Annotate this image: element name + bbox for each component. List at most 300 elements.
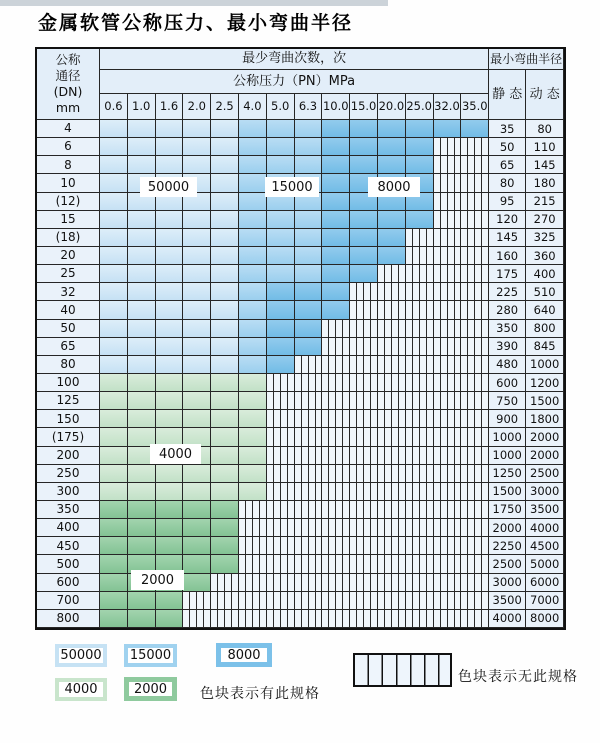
pressure-tick-cell: 20.0 bbox=[378, 94, 406, 120]
dynamic-value-cell: 1800 bbox=[526, 410, 564, 428]
spec-cell bbox=[239, 410, 267, 428]
no-spec-cell bbox=[461, 138, 489, 156]
spec-cell bbox=[100, 465, 128, 483]
dynamic-value-cell: 4500 bbox=[526, 537, 564, 555]
pressure-tick-cell: 2.5 bbox=[211, 94, 239, 120]
no-spec-cell bbox=[461, 193, 489, 211]
no-spec-cell bbox=[406, 356, 434, 374]
spec-cell bbox=[100, 338, 128, 356]
no-spec-cell bbox=[461, 519, 489, 537]
no-spec-cell bbox=[378, 610, 406, 628]
spec-cell bbox=[100, 265, 128, 283]
static-value-cell: 95 bbox=[489, 193, 526, 211]
spec-cell bbox=[156, 338, 184, 356]
no-spec-cell bbox=[239, 574, 267, 592]
dn-cell: 500 bbox=[37, 555, 100, 573]
no-spec-cell bbox=[350, 465, 378, 483]
spec-cell bbox=[267, 301, 295, 319]
static-value-cell: 1500 bbox=[489, 483, 526, 501]
dn-cell: 10 bbox=[37, 174, 100, 192]
spec-cell bbox=[267, 265, 295, 283]
no-spec-cell bbox=[322, 356, 350, 374]
no-spec-cell bbox=[183, 610, 211, 628]
no-spec-cell bbox=[461, 410, 489, 428]
dn-cell: 100 bbox=[37, 374, 100, 392]
static-value-cell: 1250 bbox=[489, 465, 526, 483]
no-spec-cell bbox=[461, 447, 489, 465]
no-spec-cell bbox=[406, 501, 434, 519]
spec-cell bbox=[183, 555, 211, 573]
dn-cell: 25 bbox=[37, 265, 100, 283]
no-spec-cell bbox=[295, 592, 323, 610]
spec-cell bbox=[295, 338, 323, 356]
spec-cell bbox=[239, 283, 267, 301]
spec-cell bbox=[128, 610, 156, 628]
no-spec-cell bbox=[406, 447, 434, 465]
static-value-cell: 1000 bbox=[489, 428, 526, 446]
no-spec-cell bbox=[350, 592, 378, 610]
no-spec-cell bbox=[322, 447, 350, 465]
spec-cell bbox=[100, 392, 128, 410]
spec-cell bbox=[267, 156, 295, 174]
spec-table bbox=[35, 47, 566, 630]
spec-cell bbox=[295, 283, 323, 301]
no-spec-cell bbox=[295, 392, 323, 410]
spec-cell bbox=[239, 338, 267, 356]
pressure-tick-cell: 1.6 bbox=[156, 94, 184, 120]
legend-swatch-15000 bbox=[124, 644, 177, 667]
spec-cell bbox=[156, 211, 184, 229]
spec-cell bbox=[295, 229, 323, 247]
spec-cell bbox=[406, 138, 434, 156]
spec-cell bbox=[128, 592, 156, 610]
dynamic-value-cell: 145 bbox=[526, 156, 564, 174]
spec-cell bbox=[156, 138, 184, 156]
no-spec-cell bbox=[434, 193, 462, 211]
no-spec-cell bbox=[406, 229, 434, 247]
no-spec-cell bbox=[434, 392, 462, 410]
dynamic-value-cell: 1500 bbox=[526, 392, 564, 410]
spec-cell bbox=[183, 465, 211, 483]
no-spec-cell bbox=[350, 320, 378, 338]
spec-cell bbox=[183, 537, 211, 555]
dynamic-value-cell: 1000 bbox=[526, 356, 564, 374]
spec-cell bbox=[295, 211, 323, 229]
no-spec-cell bbox=[350, 283, 378, 301]
no-spec-cell bbox=[211, 574, 239, 592]
cycles-label-8000: 8000 bbox=[368, 177, 420, 197]
static-value-cell: 225 bbox=[489, 283, 526, 301]
no-spec-cell bbox=[322, 574, 350, 592]
spec-cell bbox=[322, 229, 350, 247]
spec-cell bbox=[378, 211, 406, 229]
no-spec-cell bbox=[350, 610, 378, 628]
no-spec-cell bbox=[350, 392, 378, 410]
spec-cell bbox=[100, 174, 128, 192]
spec-cell bbox=[156, 229, 184, 247]
spec-cell bbox=[156, 247, 184, 265]
no-spec-cell bbox=[295, 610, 323, 628]
spec-cell bbox=[239, 447, 267, 465]
dynamic-value-cell: 180 bbox=[526, 174, 564, 192]
spec-cell bbox=[100, 610, 128, 628]
no-spec-cell bbox=[267, 392, 295, 410]
spec-cell bbox=[322, 265, 350, 283]
no-spec-cell bbox=[295, 537, 323, 555]
no-spec-cell bbox=[322, 537, 350, 555]
spec-cell bbox=[239, 156, 267, 174]
spec-cell bbox=[128, 283, 156, 301]
legend-has-spec-text: 色块表示有此规格 bbox=[200, 686, 320, 702]
no-spec-cell bbox=[267, 519, 295, 537]
spec-cell bbox=[211, 483, 239, 501]
spec-cell bbox=[100, 120, 128, 138]
dynamic-value-cell: 8000 bbox=[526, 610, 564, 628]
no-spec-cell bbox=[461, 301, 489, 319]
dn-cell: 700 bbox=[37, 592, 100, 610]
cycles-label-4000: 4000 bbox=[150, 444, 201, 464]
spec-cell bbox=[295, 320, 323, 338]
spec-cell bbox=[295, 301, 323, 319]
no-spec-cell bbox=[295, 374, 323, 392]
spec-cell bbox=[211, 138, 239, 156]
dn-header-line: 公称 bbox=[55, 52, 81, 67]
no-spec-cell bbox=[295, 501, 323, 519]
spec-cell bbox=[211, 338, 239, 356]
spec-cell bbox=[211, 193, 239, 211]
no-spec-cell bbox=[322, 320, 350, 338]
spec-cell bbox=[295, 156, 323, 174]
cycles-label-50000: 50000 bbox=[140, 177, 197, 197]
no-spec-cell bbox=[211, 592, 239, 610]
spec-cell bbox=[156, 320, 184, 338]
spec-cell bbox=[128, 356, 156, 374]
spec-cell bbox=[183, 229, 211, 247]
spec-cell bbox=[100, 519, 128, 537]
no-spec-cell bbox=[350, 519, 378, 537]
no-spec-cell bbox=[267, 610, 295, 628]
spec-cell bbox=[350, 156, 378, 174]
spec-cell bbox=[100, 356, 128, 374]
spec-cell bbox=[267, 211, 295, 229]
no-spec-cell bbox=[322, 610, 350, 628]
spec-cell bbox=[100, 537, 128, 555]
no-spec-cell bbox=[434, 465, 462, 483]
no-spec-cell bbox=[378, 374, 406, 392]
spec-cell bbox=[322, 120, 350, 138]
spec-cell bbox=[350, 265, 378, 283]
no-spec-cell bbox=[267, 410, 295, 428]
spec-cell bbox=[267, 283, 295, 301]
spec-cell bbox=[211, 283, 239, 301]
no-spec-cell bbox=[295, 410, 323, 428]
no-spec-cell bbox=[434, 374, 462, 392]
no-spec-cell bbox=[267, 483, 295, 501]
no-spec-cell bbox=[406, 537, 434, 555]
no-spec-cell bbox=[350, 356, 378, 374]
spec-cell bbox=[322, 193, 350, 211]
spec-cell bbox=[211, 356, 239, 374]
no-spec-cell bbox=[239, 592, 267, 610]
legend-swatch-8000 bbox=[216, 643, 272, 667]
spec-cell bbox=[183, 320, 211, 338]
no-spec-cell bbox=[378, 283, 406, 301]
spec-cell bbox=[211, 374, 239, 392]
no-spec-cell bbox=[378, 483, 406, 501]
no-spec-cell bbox=[378, 574, 406, 592]
dn-cell: 80 bbox=[37, 356, 100, 374]
no-spec-cell bbox=[434, 211, 462, 229]
no-spec-cell bbox=[434, 483, 462, 501]
spec-cell bbox=[211, 265, 239, 283]
spec-cell bbox=[322, 211, 350, 229]
dn-cell: 200 bbox=[37, 447, 100, 465]
dn-cell: 800 bbox=[37, 610, 100, 628]
no-spec-cell bbox=[378, 519, 406, 537]
dn-header-line: (DN) bbox=[53, 84, 83, 99]
static-value-cell: 2000 bbox=[489, 519, 526, 537]
spec-cell bbox=[350, 229, 378, 247]
no-spec-cell bbox=[322, 338, 350, 356]
no-spec-cell bbox=[461, 501, 489, 519]
spec-cell bbox=[183, 301, 211, 319]
no-spec-cell bbox=[183, 592, 211, 610]
dynamic-value-cell: 270 bbox=[526, 211, 564, 229]
no-spec-cell bbox=[406, 519, 434, 537]
static-value-cell: 50 bbox=[489, 138, 526, 156]
spec-cell bbox=[128, 247, 156, 265]
pressure-tick-cell: 15.0 bbox=[350, 94, 378, 120]
dn-cell: 350 bbox=[37, 501, 100, 519]
spec-cell bbox=[128, 392, 156, 410]
no-spec-cell bbox=[461, 592, 489, 610]
dynamic-value-cell: 1200 bbox=[526, 374, 564, 392]
spec-cell bbox=[239, 374, 267, 392]
spec-cell bbox=[434, 120, 462, 138]
no-spec-cell bbox=[267, 501, 295, 519]
pressure-tick-cell: 6.3 bbox=[295, 94, 323, 120]
no-spec-cell bbox=[461, 483, 489, 501]
dn-cell: 32 bbox=[37, 283, 100, 301]
nominal-pressure-header: 公称压力（PN）MPa bbox=[100, 70, 489, 94]
dn-cell: 40 bbox=[37, 301, 100, 319]
dn-cell: (18) bbox=[37, 229, 100, 247]
no-spec-cell bbox=[378, 410, 406, 428]
no-spec-cell bbox=[434, 320, 462, 338]
spec-cell bbox=[183, 392, 211, 410]
no-spec-cell bbox=[239, 501, 267, 519]
dynamic-value-cell: 3500 bbox=[526, 501, 564, 519]
spec-cell bbox=[100, 138, 128, 156]
dn-cell: 15 bbox=[37, 211, 100, 229]
spec-cell bbox=[183, 410, 211, 428]
spec-cell bbox=[211, 120, 239, 138]
dn-header-line: 通径 bbox=[55, 68, 81, 83]
dynamic-value-cell: 2000 bbox=[526, 428, 564, 446]
pressure-tick-cell: 4.0 bbox=[239, 94, 267, 120]
dn-cell: 450 bbox=[37, 537, 100, 555]
static-value-cell: 175 bbox=[489, 265, 526, 283]
spec-cell bbox=[239, 193, 267, 211]
spec-cell bbox=[211, 410, 239, 428]
no-spec-cell bbox=[434, 592, 462, 610]
spec-cell bbox=[128, 537, 156, 555]
no-spec-cell bbox=[322, 501, 350, 519]
static-value-cell: 4000 bbox=[489, 610, 526, 628]
no-spec-cell bbox=[461, 428, 489, 446]
dn-cell: 400 bbox=[37, 519, 100, 537]
spec-cell bbox=[128, 519, 156, 537]
static-value-cell: 1000 bbox=[489, 447, 526, 465]
spec-cell bbox=[156, 283, 184, 301]
no-spec-cell bbox=[406, 610, 434, 628]
dynamic-value-cell: 3000 bbox=[526, 483, 564, 501]
spec-cell bbox=[239, 265, 267, 283]
no-spec-cell bbox=[350, 574, 378, 592]
static-value-cell: 1750 bbox=[489, 501, 526, 519]
dynamic-value-cell: 6000 bbox=[526, 574, 564, 592]
no-spec-cell bbox=[322, 410, 350, 428]
no-spec-cell bbox=[461, 555, 489, 573]
no-spec-cell bbox=[350, 537, 378, 555]
scan-edge-band bbox=[0, 0, 388, 6]
spec-cell bbox=[378, 138, 406, 156]
spec-cell bbox=[183, 501, 211, 519]
no-spec-cell bbox=[461, 537, 489, 555]
bend-cycles-header: 最少弯曲次数，次 bbox=[100, 49, 489, 70]
spec-cell bbox=[211, 320, 239, 338]
dynamic-value-cell: 2000 bbox=[526, 447, 564, 465]
no-spec-cell bbox=[461, 392, 489, 410]
no-spec-cell bbox=[434, 537, 462, 555]
legend-swatch-4000 bbox=[55, 678, 107, 701]
no-spec-cell bbox=[295, 428, 323, 446]
spec-cell bbox=[156, 501, 184, 519]
no-spec-cell bbox=[434, 447, 462, 465]
spec-cell bbox=[239, 247, 267, 265]
no-spec-cell bbox=[350, 374, 378, 392]
spec-cell bbox=[100, 374, 128, 392]
no-spec-cell bbox=[239, 610, 267, 628]
spec-cell bbox=[156, 265, 184, 283]
spec-cell bbox=[211, 555, 239, 573]
pressure-tick-cell: 25.0 bbox=[406, 94, 434, 120]
no-spec-cell bbox=[322, 555, 350, 573]
spec-cell bbox=[239, 320, 267, 338]
static-value-cell: 145 bbox=[489, 229, 526, 247]
spec-cell bbox=[128, 483, 156, 501]
dn-cell: 300 bbox=[37, 483, 100, 501]
spec-cell bbox=[156, 610, 184, 628]
no-spec-cell bbox=[378, 537, 406, 555]
legend-swatch-value: 4000 bbox=[59, 682, 103, 697]
no-spec-cell bbox=[350, 447, 378, 465]
no-spec-cell bbox=[406, 392, 434, 410]
static-value-cell: 600 bbox=[489, 374, 526, 392]
spec-cell bbox=[378, 120, 406, 138]
no-spec-cell bbox=[378, 392, 406, 410]
no-spec-cell bbox=[406, 283, 434, 301]
spec-cell bbox=[183, 120, 211, 138]
no-spec-cell bbox=[322, 592, 350, 610]
dynamic-value-cell: 7000 bbox=[526, 592, 564, 610]
spec-cell bbox=[378, 247, 406, 265]
dn-cell: 65 bbox=[37, 338, 100, 356]
spec-cell bbox=[128, 374, 156, 392]
no-spec-cell bbox=[461, 229, 489, 247]
spec-cell bbox=[211, 247, 239, 265]
spec-cell bbox=[128, 301, 156, 319]
dynamic-value-cell: 400 bbox=[526, 265, 564, 283]
dynamic-value-cell: 4000 bbox=[526, 519, 564, 537]
spec-cell bbox=[156, 120, 184, 138]
no-spec-cell bbox=[461, 174, 489, 192]
static-value-cell: 480 bbox=[489, 356, 526, 374]
min-bend-radius-header: 最小弯曲半径 bbox=[489, 49, 564, 70]
cycles-label-2000: 2000 bbox=[131, 570, 184, 590]
spec-cell bbox=[211, 392, 239, 410]
no-spec-cell bbox=[239, 519, 267, 537]
dn-cell: 8 bbox=[37, 156, 100, 174]
no-spec-cell bbox=[434, 356, 462, 374]
pressure-tick-cell: 5.0 bbox=[267, 94, 295, 120]
spec-cell bbox=[128, 338, 156, 356]
spec-cell bbox=[100, 193, 128, 211]
static-value-cell: 160 bbox=[489, 247, 526, 265]
spec-cell bbox=[183, 356, 211, 374]
spec-cell bbox=[100, 592, 128, 610]
spec-cell bbox=[156, 392, 184, 410]
spec-cell bbox=[128, 265, 156, 283]
dynamic-value-cell: 360 bbox=[526, 247, 564, 265]
no-spec-cell bbox=[295, 483, 323, 501]
static-value-cell: 750 bbox=[489, 392, 526, 410]
no-spec-cell bbox=[461, 356, 489, 374]
spec-cell bbox=[156, 592, 184, 610]
no-spec-cell bbox=[434, 428, 462, 446]
no-spec-cell bbox=[378, 465, 406, 483]
no-spec-cell bbox=[434, 501, 462, 519]
spec-cell bbox=[100, 555, 128, 573]
no-spec-cell bbox=[322, 374, 350, 392]
spec-cell bbox=[156, 374, 184, 392]
spec-cell bbox=[295, 120, 323, 138]
spec-cell bbox=[295, 247, 323, 265]
spec-cell bbox=[156, 465, 184, 483]
dn-column-header bbox=[37, 49, 100, 120]
spec-cell bbox=[100, 211, 128, 229]
no-spec-cell bbox=[350, 555, 378, 573]
no-spec-cell bbox=[406, 247, 434, 265]
no-spec-cell bbox=[295, 519, 323, 537]
no-spec-cell bbox=[378, 356, 406, 374]
pressure-tick-cell: 10.0 bbox=[322, 94, 350, 120]
static-value-cell: 900 bbox=[489, 410, 526, 428]
static-value-cell: 350 bbox=[489, 320, 526, 338]
dynamic-value-cell: 215 bbox=[526, 193, 564, 211]
spec-cell bbox=[239, 211, 267, 229]
legend-swatch-2000 bbox=[124, 677, 177, 701]
spec-cell bbox=[267, 138, 295, 156]
no-spec-cell bbox=[295, 555, 323, 573]
no-spec-cell bbox=[211, 610, 239, 628]
spec-cell bbox=[322, 174, 350, 192]
no-spec-cell bbox=[378, 301, 406, 319]
no-spec-cell bbox=[406, 374, 434, 392]
no-spec-cell bbox=[406, 428, 434, 446]
spec-cell bbox=[267, 356, 295, 374]
no-spec-cell bbox=[406, 592, 434, 610]
